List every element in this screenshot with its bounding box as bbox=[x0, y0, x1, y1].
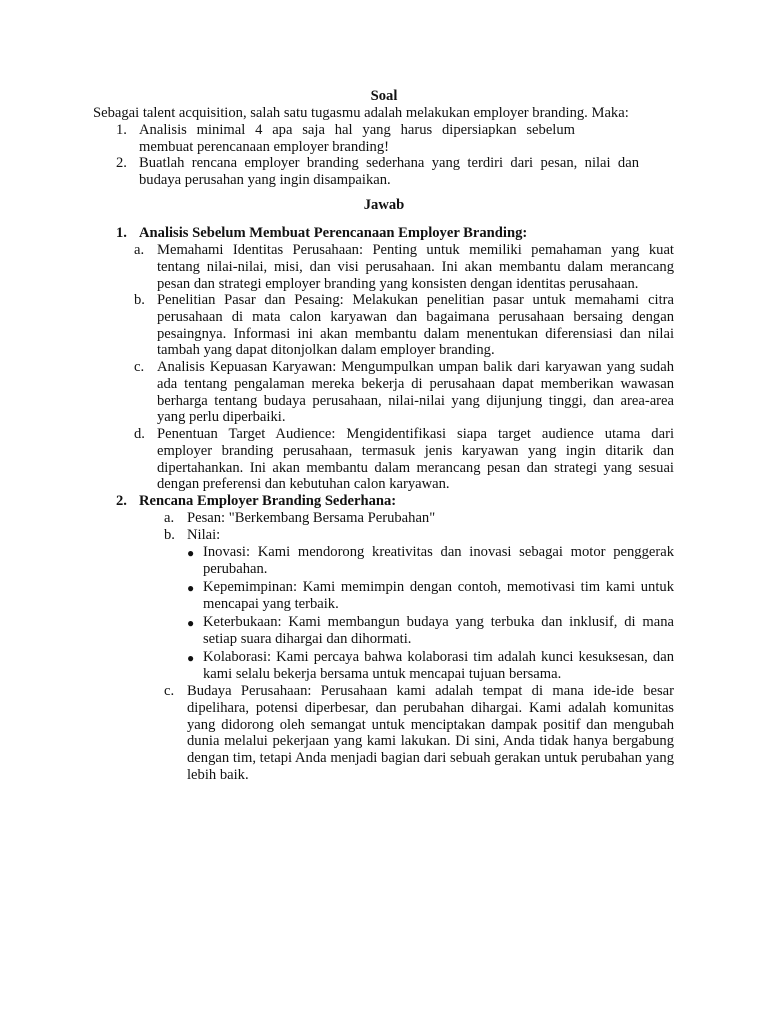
budaya-text: Budaya Perusahaan: Perusahaan kami adalah tempat di mana ide-ide besar dipelihara, potensi diperbesar, dan perubahan dihargai. Kami adalah komunitas yang didorong oleh semangat untuk menciptakan dampak positif dan mengubah dunia melalui pekerjaan yang kami lakukan. Di sini, Anda tidak hanya bergabung dengan tim, tetapi Anda menjadi bagian dari sebuah gerakan untuk perubahan yang lebih baik. bbox=[187, 683, 674, 783]
list-item-letter: b. bbox=[164, 527, 175, 543]
section-number: 1. bbox=[116, 225, 127, 241]
list-item-text: Penentuan Target Audience: Mengidentifikasi siapa target audience utama dari employer branding perusahaan, termasuk jenis karyawan yang ingin ditarik dan dipertahankan. Ini akan membantu dalam merancang pesan dan strategi yang sesuai dengan preferensi dan kebutuhan calon karyawan. bbox=[157, 426, 674, 493]
section-number: 2. bbox=[116, 493, 127, 509]
jawab-heading: Jawab bbox=[363, 197, 405, 213]
section-title: Rencana Employer Branding Sederhana: bbox=[139, 493, 397, 509]
list-item-letter: c. bbox=[164, 683, 175, 699]
list-item-text: Analisis Kepuasan Karyawan: Mengumpulkan umpan balik dari karyawan yang sudah ada tentang pengalaman mereka bekerja di perusahaan dapat memberikan wawasan berharga tentang budaya perusahaan, nilai-nilai yang dijunjung tinggi, dan area-area yang perlu diperbaiki. bbox=[157, 359, 674, 426]
pesan-text: Pesan: "Berkembang Bersama Perubahan" bbox=[187, 510, 436, 526]
soal-heading: Soal bbox=[370, 88, 398, 104]
soal-item-text: Analisis minimal 4 apa saja hal yang harus dipersiapkan sebelum membuat perencanaan employer branding! bbox=[139, 122, 575, 155]
list-item-letter: a. bbox=[164, 510, 175, 526]
list-item-letter: c. bbox=[134, 359, 145, 375]
bullet-icon: ● bbox=[187, 651, 195, 665]
soal-item-number: 1. bbox=[116, 122, 127, 138]
bullet-icon: ● bbox=[187, 581, 195, 595]
list-item-letter: d. bbox=[134, 426, 145, 442]
bullet-icon: ● bbox=[187, 616, 195, 630]
nilai-label: Nilai: bbox=[187, 527, 221, 543]
list-item-letter: b. bbox=[134, 292, 145, 308]
bullet-icon: ● bbox=[187, 546, 195, 560]
soal-item-text: Buatlah rencana employer branding sederhana yang terdiri dari pesan, nilai dan budaya perusahan yang ingin disampaikan. bbox=[139, 155, 639, 188]
list-item-letter: a. bbox=[134, 242, 145, 258]
nilai-bullet-text: Keterbukaan: Kami membangun budaya yang terbuka dan inklusif, di mana setiap suara dihargai dan dihormati. bbox=[203, 614, 674, 647]
nilai-bullet-text: Inovasi: Kami mendorong kreativitas dan inovasi sebagai motor penggerak perubahan. bbox=[203, 544, 674, 577]
list-item-text: Penelitian Pasar dan Pesaing: Melakukan penelitian pasar untuk memahami citra perusahaan di mata calon karyawan dan bagaimana perusahaan bersaing dengan pesaingnya. Informasi ini akan membantu dalam menentukan diferensiasi dan nilai tambah yang dapat ditonjolkan dalam employer branding. bbox=[157, 292, 674, 359]
section-title: Analisis Sebelum Membuat Perencanaan Employer Branding: bbox=[139, 225, 528, 241]
list-item-text: Memahami Identitas Perusahaan: Penting untuk memiliki pemahaman yang kuat tentang nilai-nilai, misi, dan visi perusahaan. Ini akan membantu dalam merancang pesan dan strategi employer branding yang konsisten dengan identitas perusahaan. bbox=[157, 242, 674, 292]
soal-item-number: 2. bbox=[116, 155, 127, 171]
nilai-bullet-text: Kolaborasi: Kami percaya bahwa kolaborasi tim adalah kunci kesuksesan, dan kami selalu bekerja bersama untuk mencapai tujuan bersama. bbox=[203, 649, 674, 682]
nilai-bullet-text: Kepemimpinan: Kami memimpin dengan contoh, memotivasi tim kami untuk mencapai yang terbaik. bbox=[203, 579, 674, 612]
soal-intro: Sebagai talent acquisition, salah satu tugasmu adalah melakukan employer branding. Maka: bbox=[93, 105, 629, 121]
